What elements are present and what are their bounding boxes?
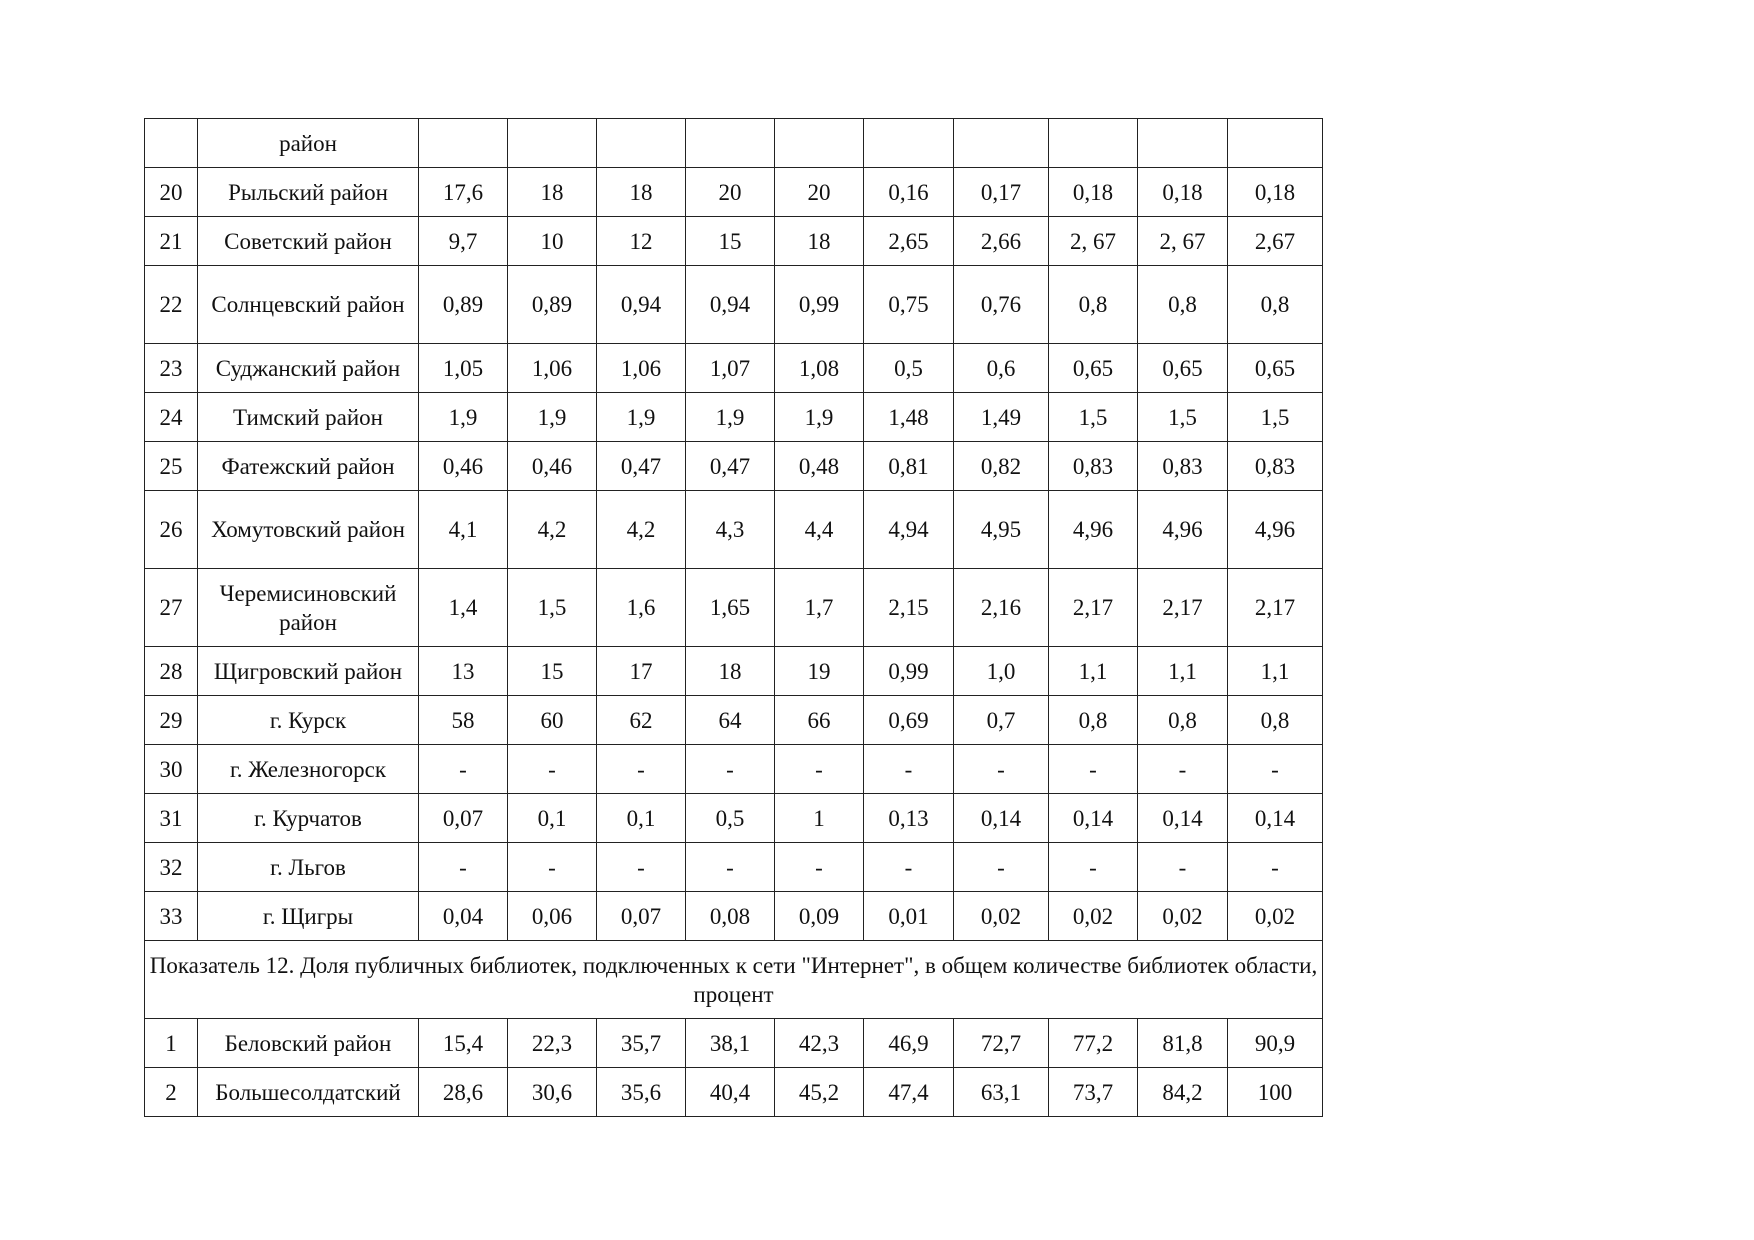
value-cell: 0,6	[954, 344, 1049, 393]
value-cell: 58	[419, 696, 508, 745]
value-cell	[686, 119, 775, 168]
table-row	[145, 217, 1323, 266]
row-number: 27	[145, 569, 198, 647]
row-name: г. Щигры	[198, 892, 419, 941]
row-number: 24	[145, 393, 198, 442]
value-cell: 2,17	[1138, 569, 1228, 647]
value-cell: 0,5	[864, 344, 954, 393]
value-cell: 4,96	[1138, 491, 1228, 569]
value-cell: 1,5	[1049, 393, 1138, 442]
value-cell: 1,4	[419, 569, 508, 647]
table-row	[145, 491, 1323, 569]
value-cell: 0,65	[1228, 344, 1323, 393]
value-cell: 17	[597, 647, 686, 696]
row-name: район	[198, 119, 419, 168]
table-row	[145, 168, 1323, 217]
table-row	[145, 843, 1323, 892]
value-cell: 0,48	[775, 442, 864, 491]
value-cell: 1,49	[954, 393, 1049, 442]
value-cell: 2,16	[954, 569, 1049, 647]
value-cell: 1,05	[419, 344, 508, 393]
value-cell: 2,65	[864, 217, 954, 266]
value-cell: 0,89	[419, 266, 508, 344]
row-name: г. Льгов	[198, 843, 419, 892]
value-cell: 0,82	[954, 442, 1049, 491]
value-cell: 18	[686, 647, 775, 696]
row-number: 22	[145, 266, 198, 344]
value-cell: 20	[775, 168, 864, 217]
table-row	[145, 794, 1323, 843]
value-cell: 1	[775, 794, 864, 843]
value-cell: 0,46	[508, 442, 597, 491]
value-cell: 46,9	[864, 1019, 954, 1068]
row-name: г. Железногорск	[198, 745, 419, 794]
value-cell: 42,3	[775, 1019, 864, 1068]
value-cell: 2, 67	[1049, 217, 1138, 266]
row-name: Советский район	[198, 217, 419, 266]
value-cell: 0,65	[1049, 344, 1138, 393]
value-cell	[954, 119, 1049, 168]
value-cell: 0,47	[686, 442, 775, 491]
value-cell	[864, 119, 954, 168]
value-cell: 15	[686, 217, 775, 266]
value-cell: 35,7	[597, 1019, 686, 1068]
value-cell	[1228, 119, 1323, 168]
value-cell: 1,9	[419, 393, 508, 442]
row-number: 2	[145, 1068, 198, 1117]
value-cell: 4,96	[1049, 491, 1138, 569]
value-cell: 0,14	[1138, 794, 1228, 843]
value-cell: 10	[508, 217, 597, 266]
value-cell: -	[864, 843, 954, 892]
table-row	[145, 745, 1323, 794]
table-body-bottom	[145, 1019, 1323, 1117]
value-cell: 0,02	[954, 892, 1049, 941]
value-cell	[775, 119, 864, 168]
value-cell: 1,9	[597, 393, 686, 442]
table-row	[145, 1019, 1323, 1068]
value-cell: 0,83	[1228, 442, 1323, 491]
value-cell: 0,8	[1049, 266, 1138, 344]
value-cell: 0,65	[1138, 344, 1228, 393]
value-cell: 0,1	[597, 794, 686, 843]
value-cell: 63,1	[954, 1068, 1049, 1117]
value-cell: -	[686, 745, 775, 794]
value-cell: 0,14	[1228, 794, 1323, 843]
value-cell: -	[1138, 745, 1228, 794]
table-body-top	[145, 119, 1323, 941]
value-cell: 0,8	[1138, 696, 1228, 745]
value-cell: 0,18	[1228, 168, 1323, 217]
value-cell: 0,1	[508, 794, 597, 843]
value-cell: 4,95	[954, 491, 1049, 569]
value-cell: 4,1	[419, 491, 508, 569]
value-cell: 1,9	[508, 393, 597, 442]
value-cell: 2,15	[864, 569, 954, 647]
value-cell: -	[597, 843, 686, 892]
value-cell: 84,2	[1138, 1068, 1228, 1117]
value-cell: 30,6	[508, 1068, 597, 1117]
row-number: 1	[145, 1019, 198, 1068]
table-row	[145, 393, 1323, 442]
value-cell: -	[954, 745, 1049, 794]
value-cell: 1,5	[508, 569, 597, 647]
value-cell: 1,65	[686, 569, 775, 647]
value-cell: 22,3	[508, 1019, 597, 1068]
value-cell: 64	[686, 696, 775, 745]
value-cell: 77,2	[1049, 1019, 1138, 1068]
value-cell: 1,1	[1049, 647, 1138, 696]
value-cell: 0,7	[954, 696, 1049, 745]
table-row	[145, 569, 1323, 647]
value-cell: 0,8	[1228, 266, 1323, 344]
value-cell: 4,94	[864, 491, 954, 569]
value-cell: 0,14	[954, 794, 1049, 843]
value-cell: 0,81	[864, 442, 954, 491]
value-cell: 1,06	[597, 344, 686, 393]
value-cell: 0,69	[864, 696, 954, 745]
value-cell: -	[1049, 843, 1138, 892]
value-cell: 1,1	[1138, 647, 1228, 696]
row-number: 23	[145, 344, 198, 393]
row-name: Солнцевский район	[198, 266, 419, 344]
value-cell: -	[775, 843, 864, 892]
table-row	[145, 119, 1323, 168]
value-cell: 40,4	[686, 1068, 775, 1117]
value-cell: 1,7	[775, 569, 864, 647]
value-cell: 0,02	[1138, 892, 1228, 941]
row-number	[145, 119, 198, 168]
row-name: Щигровский район	[198, 647, 419, 696]
value-cell	[508, 119, 597, 168]
value-cell: -	[954, 843, 1049, 892]
value-cell: 0,75	[864, 266, 954, 344]
value-cell: 66	[775, 696, 864, 745]
table-row	[145, 696, 1323, 745]
row-number: 29	[145, 696, 198, 745]
row-number: 20	[145, 168, 198, 217]
value-cell: 4,3	[686, 491, 775, 569]
value-cell: 1,0	[954, 647, 1049, 696]
value-cell: 17,6	[419, 168, 508, 217]
value-cell: 4,96	[1228, 491, 1323, 569]
value-cell: 0,06	[508, 892, 597, 941]
value-cell: 4,2	[508, 491, 597, 569]
indicator-table	[144, 118, 1323, 1117]
value-cell: 0,76	[954, 266, 1049, 344]
value-cell: 0,07	[419, 794, 508, 843]
value-cell	[419, 119, 508, 168]
row-number: 28	[145, 647, 198, 696]
value-cell: 1,06	[508, 344, 597, 393]
row-number: 30	[145, 745, 198, 794]
value-cell	[1138, 119, 1228, 168]
row-number: 31	[145, 794, 198, 843]
value-cell: 0,99	[864, 647, 954, 696]
value-cell: -	[686, 843, 775, 892]
value-cell: 0,04	[419, 892, 508, 941]
row-number: 33	[145, 892, 198, 941]
value-cell: 13	[419, 647, 508, 696]
table-row	[145, 1068, 1323, 1117]
row-name: г. Курск	[198, 696, 419, 745]
value-cell: -	[1228, 843, 1323, 892]
value-cell: 100	[1228, 1068, 1323, 1117]
value-cell: 2, 67	[1138, 217, 1228, 266]
value-cell: 0,99	[775, 266, 864, 344]
value-cell: 15,4	[419, 1019, 508, 1068]
value-cell: 45,2	[775, 1068, 864, 1117]
value-cell: 1,9	[775, 393, 864, 442]
value-cell: 73,7	[1049, 1068, 1138, 1117]
value-cell: 18	[775, 217, 864, 266]
value-cell: 20	[686, 168, 775, 217]
row-number: 26	[145, 491, 198, 569]
value-cell: 0,17	[954, 168, 1049, 217]
value-cell: 9,7	[419, 217, 508, 266]
value-cell: 0,13	[864, 794, 954, 843]
value-cell: 0,89	[508, 266, 597, 344]
value-cell: 72,7	[954, 1019, 1049, 1068]
value-cell: 0,8	[1228, 696, 1323, 745]
value-cell: -	[419, 745, 508, 794]
section-header-row	[145, 941, 1323, 1019]
value-cell: -	[1228, 745, 1323, 794]
value-cell: 2,17	[1228, 569, 1323, 647]
value-cell: 15	[508, 647, 597, 696]
row-name: Хомутовский район	[198, 491, 419, 569]
value-cell: -	[508, 843, 597, 892]
value-cell: 0,02	[1049, 892, 1138, 941]
value-cell: 35,6	[597, 1068, 686, 1117]
section-header-body	[145, 941, 1323, 1019]
value-cell: 38,1	[686, 1019, 775, 1068]
table-row	[145, 266, 1323, 344]
row-name: Тимский район	[198, 393, 419, 442]
table-row	[145, 647, 1323, 696]
value-cell: 0,83	[1049, 442, 1138, 491]
row-number: 25	[145, 442, 198, 491]
row-name: Черемисиновский район	[198, 569, 419, 647]
value-cell: 0,18	[1138, 168, 1228, 217]
value-cell: 4,2	[597, 491, 686, 569]
row-number: 32	[145, 843, 198, 892]
row-name: Рыльский район	[198, 168, 419, 217]
value-cell: 18	[597, 168, 686, 217]
value-cell: 0,02	[1228, 892, 1323, 941]
row-name: Беловский район	[198, 1019, 419, 1068]
value-cell: 1,08	[775, 344, 864, 393]
value-cell: 0,09	[775, 892, 864, 941]
value-cell	[1049, 119, 1138, 168]
value-cell: -	[1049, 745, 1138, 794]
value-cell: 18	[508, 168, 597, 217]
row-name: Фатежский район	[198, 442, 419, 491]
value-cell: 2,17	[1049, 569, 1138, 647]
value-cell: 12	[597, 217, 686, 266]
value-cell: 0,07	[597, 892, 686, 941]
value-cell: 0,94	[597, 266, 686, 344]
table-row	[145, 442, 1323, 491]
value-cell: 0,8	[1138, 266, 1228, 344]
value-cell: 4,4	[775, 491, 864, 569]
value-cell: 1,5	[1228, 393, 1323, 442]
value-cell: 0,5	[686, 794, 775, 843]
value-cell: 0,18	[1049, 168, 1138, 217]
row-name: Большесолдатский	[198, 1068, 419, 1117]
value-cell: 0,16	[864, 168, 954, 217]
value-cell: 1,6	[597, 569, 686, 647]
value-cell: 1,5	[1138, 393, 1228, 442]
value-cell: -	[597, 745, 686, 794]
value-cell: -	[775, 745, 864, 794]
value-cell: 1,1	[1228, 647, 1323, 696]
value-cell: 0,14	[1049, 794, 1138, 843]
value-cell: 28,6	[419, 1068, 508, 1117]
value-cell: 2,67	[1228, 217, 1323, 266]
value-cell: 0,01	[864, 892, 954, 941]
value-cell: 19	[775, 647, 864, 696]
value-cell: -	[1138, 843, 1228, 892]
row-number: 21	[145, 217, 198, 266]
value-cell: 47,4	[864, 1068, 954, 1117]
value-cell: 0,8	[1049, 696, 1138, 745]
value-cell: 62	[597, 696, 686, 745]
value-cell: 0,46	[419, 442, 508, 491]
value-cell: -	[864, 745, 954, 794]
section-header: Показатель 12. Доля публичных библиотек, подключенных к сети "Интернет", в общем количестве библиотек области, процент	[145, 941, 1323, 1019]
value-cell: 1,48	[864, 393, 954, 442]
value-cell: 1,07	[686, 344, 775, 393]
value-cell: 90,9	[1228, 1019, 1323, 1068]
value-cell: -	[508, 745, 597, 794]
value-cell: 0,83	[1138, 442, 1228, 491]
value-cell: 0,08	[686, 892, 775, 941]
table-row	[145, 892, 1323, 941]
table-row	[145, 344, 1323, 393]
value-cell: -	[419, 843, 508, 892]
row-name: г. Курчатов	[198, 794, 419, 843]
row-name: Суджанский район	[198, 344, 419, 393]
value-cell: 60	[508, 696, 597, 745]
value-cell: 2,66	[954, 217, 1049, 266]
value-cell: 0,94	[686, 266, 775, 344]
value-cell: 81,8	[1138, 1019, 1228, 1068]
value-cell: 1,9	[686, 393, 775, 442]
value-cell	[597, 119, 686, 168]
value-cell: 0,47	[597, 442, 686, 491]
